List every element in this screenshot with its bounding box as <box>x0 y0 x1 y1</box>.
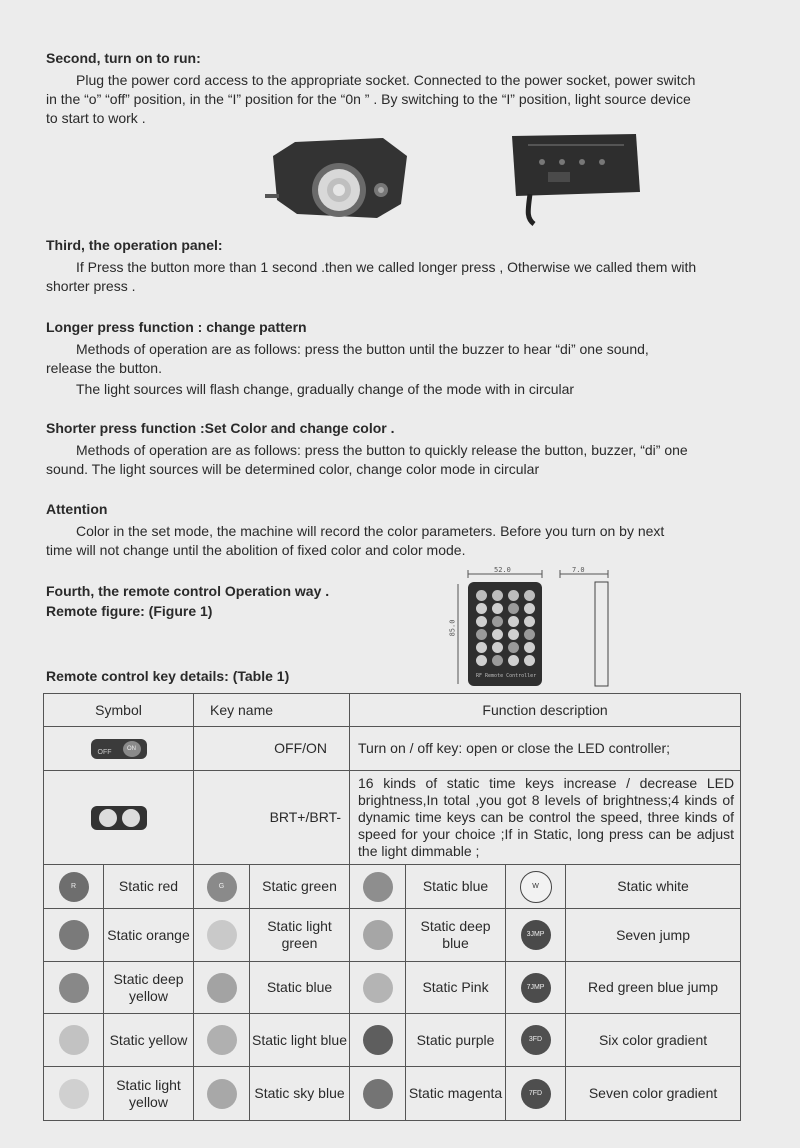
key-icon-cell <box>44 865 104 909</box>
remote-key-dot <box>508 629 519 640</box>
color-key-icon <box>59 1079 89 1109</box>
section-heading: Fourth, the remote control Operation way . <box>46 583 330 599</box>
key-icon-cell <box>194 909 250 962</box>
color-key-icon <box>59 872 89 902</box>
remote-key-dot <box>492 655 503 666</box>
remote-figure-heading: Remote figure: (Figure 1) <box>46 603 213 619</box>
section-remote <box>46 582 426 621</box>
table-row <box>44 865 741 909</box>
remote-key-dot <box>492 590 503 601</box>
offon-key-name: OFF/ON <box>194 727 350 771</box>
paragraph-line: to start to work . <box>46 110 146 126</box>
color-key-icon <box>363 872 393 902</box>
key-name-cell: Static orange <box>104 909 194 962</box>
section-attention <box>46 500 758 560</box>
key-icon-label: 3JMP <box>526 931 545 938</box>
color-key-icon <box>363 1079 393 1109</box>
width-dimension: 52.0 <box>494 566 511 574</box>
table-row <box>44 962 741 1014</box>
section-operation-panel <box>46 236 758 296</box>
key-name-cell: Static white <box>566 865 741 909</box>
paragraph-line: Methods of operation are as follows: press the button until the buzzer to hear “di” one sound, <box>76 341 649 357</box>
brt-symbol-cell <box>44 771 194 865</box>
remote-key-dot <box>524 642 535 653</box>
key-icon-cell <box>350 909 406 962</box>
key-name-cell: Static blue <box>250 962 350 1014</box>
color-key-icon <box>521 973 551 1003</box>
paragraph-line: If Press the button more than 1 second .then we called longer press , Otherwise we called them with <box>76 259 697 275</box>
color-key-icon <box>521 1025 551 1055</box>
key-icon-cell <box>506 962 566 1014</box>
remote-keypad <box>474 590 538 670</box>
on-label: ON <box>123 741 141 757</box>
key-icon-label: 7JMP <box>526 983 545 991</box>
paragraph-line: shorter press . <box>46 278 136 294</box>
section-shorter-press <box>46 419 758 479</box>
key-name-cell: Six color gradient <box>566 1014 741 1067</box>
remote-key-dot <box>524 655 535 666</box>
key-icon-label: R <box>70 882 77 890</box>
paragraph-line: The light sources will flash change, gradually change of the mode with in circular <box>76 381 575 397</box>
section-heading: Longer press function : change pattern <box>46 319 307 335</box>
color-key-icon <box>363 920 393 950</box>
key-name-cell: Red green blue jump <box>566 962 741 1014</box>
key-icon-cell <box>506 1067 566 1121</box>
brt-key-name: BRT+/BRT- <box>194 771 350 865</box>
key-icon-cell <box>194 865 250 909</box>
key-name-cell: Static light blue <box>250 1014 350 1067</box>
key-name-cell: Seven jump <box>566 909 741 962</box>
table-row <box>44 727 741 771</box>
key-name-cell: Static red <box>104 865 194 909</box>
key-name-cell: Static deep yellow <box>104 962 194 1014</box>
remote-key-dot <box>492 603 503 614</box>
color-key-icon <box>59 973 89 1003</box>
section-heading: Attention <box>46 501 108 517</box>
paragraph-line: Color in the set mode, the machine will record the color parameters. Before you turn on by next <box>76 523 665 539</box>
color-key-icon <box>363 973 393 1003</box>
remote-key-dot <box>524 616 535 627</box>
color-key-icon <box>207 1079 237 1109</box>
remote-key-dot <box>492 616 503 627</box>
key-icon-cell <box>194 1067 250 1121</box>
remote-key-dot <box>476 655 487 666</box>
brightness-buttons-icon <box>91 806 147 830</box>
key-name-cell: Static light yellow <box>104 1067 194 1121</box>
color-key-icon <box>207 973 237 1003</box>
paragraph-line: Methods of operation are as follows: press the button to quickly release the button, buzzer, “di” one <box>76 442 688 458</box>
key-icon-cell <box>350 1067 406 1121</box>
remote-key-dot <box>508 616 519 627</box>
key-icon-cell <box>44 909 104 962</box>
key-icon-cell <box>350 865 406 909</box>
remote-key-dot <box>524 590 535 601</box>
remote-key-dot <box>476 629 487 640</box>
color-key-icon <box>59 1025 89 1055</box>
remote-key-dot <box>476 642 487 653</box>
paragraph-line: release the button. <box>46 360 162 376</box>
section-turn-on <box>46 49 758 128</box>
color-key-icon <box>207 872 237 902</box>
table-row <box>44 909 741 962</box>
offon-symbol-cell <box>44 727 194 771</box>
key-icon-cell <box>44 1067 104 1121</box>
section-heading: Third, the operation panel: <box>46 237 223 253</box>
header-function: Function description <box>350 694 741 727</box>
key-icon-cell <box>44 962 104 1014</box>
key-icon-cell <box>506 909 566 962</box>
color-key-icon <box>59 920 89 950</box>
key-name-cell: Static Pink <box>406 962 506 1014</box>
key-icon-cell <box>194 962 250 1014</box>
key-name-cell: Static light green <box>250 909 350 962</box>
key-name-cell: Static sky blue <box>250 1067 350 1121</box>
key-icon-cell <box>44 1014 104 1067</box>
remote-key-dot <box>476 590 487 601</box>
key-icon-cell <box>194 1014 250 1067</box>
key-name-cell: Static purple <box>406 1014 506 1067</box>
paragraph-line: time will not change until the abolition of fixed color and color mode. <box>46 542 466 558</box>
remote-key-dot <box>524 629 535 640</box>
height-dimension: 85.0 <box>448 619 457 637</box>
color-key-icon <box>207 1025 237 1055</box>
section-longer-press <box>46 318 758 399</box>
color-key-icon <box>521 920 551 950</box>
depth-dimension: 7.0 <box>572 566 585 574</box>
table-row <box>44 1014 741 1067</box>
key-name-cell: Static deep blue <box>406 909 506 962</box>
key-icon-label: 7FD <box>528 1089 543 1097</box>
remote-figure <box>450 566 620 691</box>
table-caption: Remote control key details: (Table 1) <box>46 668 290 684</box>
color-key-icon <box>521 1079 551 1109</box>
key-name-cell: Static blue <box>406 865 506 909</box>
remote-key-dot <box>476 603 487 614</box>
remote-key-dot <box>524 603 535 614</box>
off-on-button-icon <box>91 739 147 759</box>
remote-key-dot <box>492 642 503 653</box>
remote-key-dot <box>476 616 487 627</box>
off-label: OFF <box>97 748 112 756</box>
header-symbol: Symbol <box>44 694 194 727</box>
paragraph-line: in the “o” “off” position, in the “I” position for the “0n ” . By switching to the “I” position, light source device <box>46 91 691 107</box>
remote-key-dot <box>508 655 519 666</box>
section-heading: Second, turn on to run: <box>46 50 201 66</box>
key-icon-label: 3FD <box>528 1036 543 1043</box>
section-heading: Shorter press function :Set Color and change color . <box>46 420 395 436</box>
paragraph-line: Plug the power cord access to the appropriate socket. Connected to the power socket, power switch <box>76 72 696 88</box>
key-name-cell: Static green <box>250 865 350 909</box>
remote-key-dot <box>492 629 503 640</box>
key-icon-cell <box>506 865 566 909</box>
paragraph-line: sound. The light sources will be determined color, change color mode in circular <box>46 461 540 477</box>
remote-key-table <box>43 693 741 1121</box>
color-key-icon <box>207 920 237 950</box>
remote-key-dot <box>508 590 519 601</box>
header-key-name: Key name <box>194 694 350 727</box>
remote-key-dot <box>508 642 519 653</box>
color-key-icon <box>363 1025 393 1055</box>
color-key-icon <box>520 871 552 903</box>
light-source-front-photo <box>265 134 415 229</box>
key-icon-cell <box>350 962 406 1014</box>
key-icon-cell <box>350 1014 406 1067</box>
table-header-row <box>44 694 741 727</box>
color-key-rows <box>44 865 741 1121</box>
key-name-cell: Seven color gradient <box>566 1067 741 1121</box>
light-source-back-photo <box>508 132 643 232</box>
key-icon-label: G <box>218 882 225 890</box>
key-icon-cell <box>506 1014 566 1067</box>
remote-key-dot <box>508 603 519 614</box>
key-name-cell: Static magenta <box>406 1067 506 1121</box>
table-row <box>44 771 741 865</box>
key-icon-label: W <box>532 882 539 890</box>
key-name-cell: Static yellow <box>104 1014 194 1067</box>
brt-description: 16 kinds of static time keys increase / decrease LED brightness,In total ,you got 8 levels of brightness;4 kinds of dynamic time keys can be control the speed, three kinds of speed for your choice ;If in Static, long press can be adjust the light dimmable ; <box>350 771 741 865</box>
offon-description: Turn on / off key: open or close the LED controller; <box>350 727 741 771</box>
table-row <box>44 1067 741 1121</box>
remote-brand-label: RF Remote Controller <box>476 673 537 679</box>
